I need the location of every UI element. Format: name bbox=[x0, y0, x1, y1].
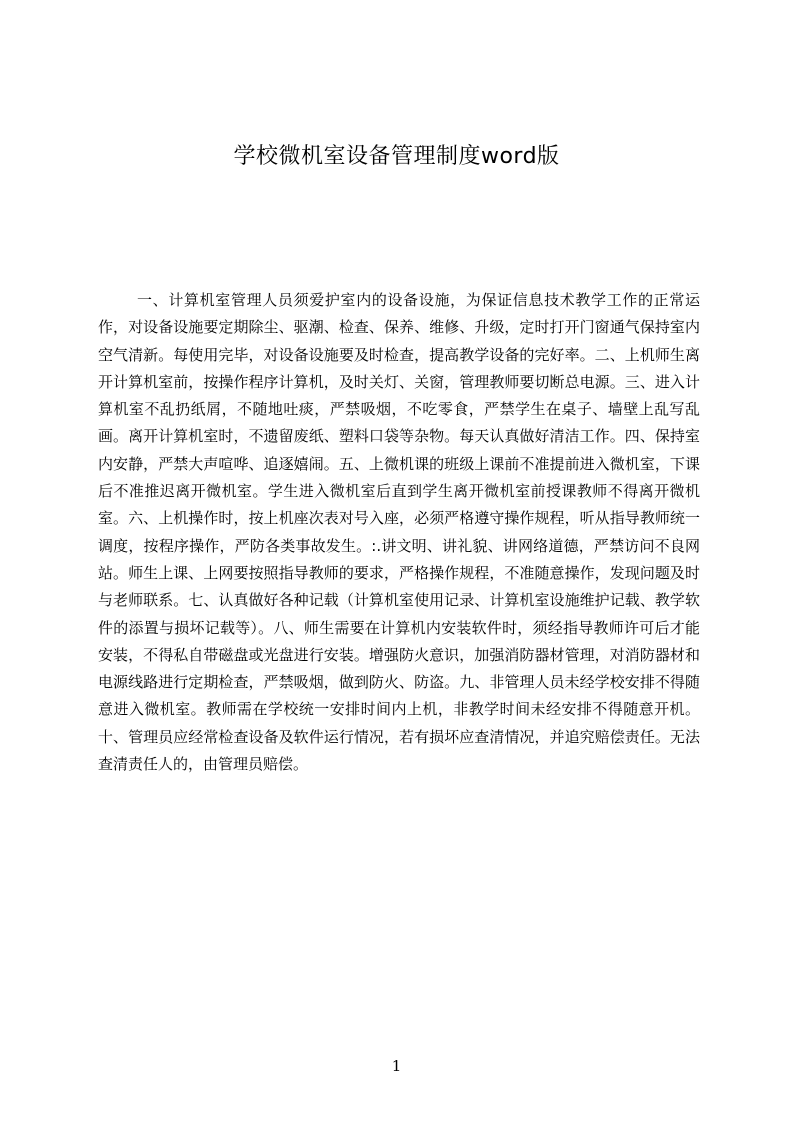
document-body-paragraph: 一、计算机室管理人员须爱护室内的设备设施，为保证信息技术教学工作的正常运作，对设备设施要定期除尘、驱潮、检查、保养、维修、升级，定时打开门窗通气保持室内空气清新。每使用完毕，对设备设施要及时检查，提高教学设备的完好率。二、上机师生离开计算机室前，按操作程序计算机，及时关灯、关窗，管理教师要切断总电源。三、进入计算机室不乱扔纸屑，不随地吐痰，严禁吸烟，不吃零食，严禁学生在桌子、墙壁上乱写乱画。离开计算机室时，不遗留废纸、塑料口袋等杂物。每天认真做好清洁工作。四、保持室内安静，严禁大声喧哗、追逐嬉闹。五、上微机课的班级上课前不准提前进入微机室，下课后不准推迟离开微机室。学生进入微机室后直到学生离开微机室前授课教师不得离开微机室。六、上机操作时，按上机座次表对号入座，必须严格遵守操作规程，听从指导教师统一调度，按程序操作，严防各类事故发生。:.讲文明、讲礼貌、讲网络道德，严禁访问不良网站。师生上课、上网要按照指导教师的要求，严格操作规程，不准随意操作，发现问题及时与老师联系。七、认真做好各种记载（计算机室使用记录、计算机室设施维护记载、教学软件的添置与损坏记载等）。八、师生需要在计算机内安装软件时，须经指导教师许可后才能安装，不得私自带磁盘或光盘进行安装。增强防火意识，加强消防器材管理，对消防器材和电源线路进行定期检查，严禁吸烟，做到防火、防盗。九、非管理人员未经学校安排不得随意进入微机室。教师需在学校统一安排时间内上机，非教学时间未经安排不得随意开机。十、管理员应经常检查设备及软件运行情况，若有损坏应查清情况，并追究赔偿责任。无法查清责任人的，由管理员赔偿。 bbox=[98, 291, 700, 774]
document-title: 学校微机室设备管理制度word版 bbox=[233, 144, 560, 169]
page-number: 1 bbox=[391, 1057, 402, 1075]
